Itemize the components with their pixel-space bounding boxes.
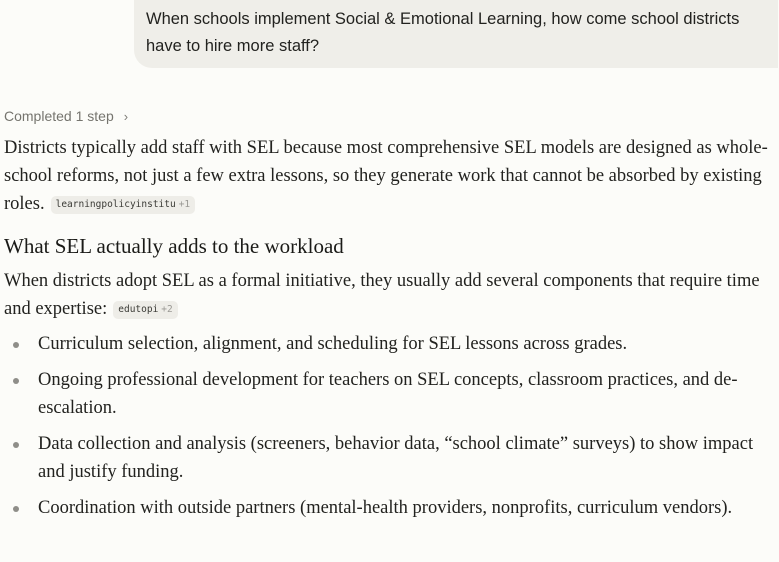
section-heading: What SEL actually adds to the workload bbox=[4, 234, 344, 258]
bullet-dot-icon bbox=[13, 506, 19, 512]
list-item-text: Data collection and analysis (screeners, behavior data, “school climate” surveys) to show impact and justify funding. bbox=[38, 434, 754, 482]
user-message-bubble bbox=[134, 0, 778, 68]
completed-steps-toggle[interactable] bbox=[4, 104, 128, 128]
list-item bbox=[4, 366, 776, 422]
list-item bbox=[4, 430, 776, 486]
section-intro-paragraph bbox=[4, 267, 776, 323]
list-item-text: Curriculum selection, alignment, and scheduling for SEL lessons across grades. bbox=[38, 334, 628, 354]
workload-bullet-list bbox=[4, 330, 776, 522]
citation-chip-section[interactable] bbox=[113, 301, 178, 319]
bullet-dot-icon bbox=[13, 442, 19, 448]
citation-source: learningpolicyinstitu bbox=[55, 199, 176, 210]
chevron-right-icon: › bbox=[123, 108, 129, 124]
section-intro-text: When districts adopt SEL as a formal initiative, they usually add several components that require time and expertise: bbox=[4, 271, 760, 319]
assistant-answer bbox=[4, 134, 776, 530]
bullet-dot-icon bbox=[13, 342, 19, 348]
citation-source: edutopi bbox=[118, 304, 159, 315]
citation-more-count: +2 bbox=[161, 304, 173, 315]
bullet-dot-icon bbox=[13, 378, 19, 384]
list-item bbox=[4, 494, 776, 522]
citation-more-count: +1 bbox=[178, 199, 191, 210]
citation-chip-intro[interactable] bbox=[51, 196, 196, 214]
list-item-text: Coordination with outside partners (mental-health providers, nonprofits, curriculum vendors). bbox=[38, 498, 733, 518]
completed-steps-label: Completed 1 step bbox=[4, 108, 114, 124]
answer-intro-paragraph bbox=[4, 134, 776, 218]
list-item-text: Ongoing professional development for teachers on SEL concepts, classroom practices, and de-escalation. bbox=[38, 370, 738, 418]
answer-intro-text: Districts typically add staff with SEL because most comprehensive SEL models are designed as whole-school reforms, not just a few extra lessons, so they generate work that cannot be absorbed by existing roles. bbox=[4, 138, 768, 214]
list-item bbox=[4, 330, 776, 358]
user-message-text: When schools implement Social & Emotional Learning, how come school districts have to hire more staff? bbox=[146, 10, 740, 55]
